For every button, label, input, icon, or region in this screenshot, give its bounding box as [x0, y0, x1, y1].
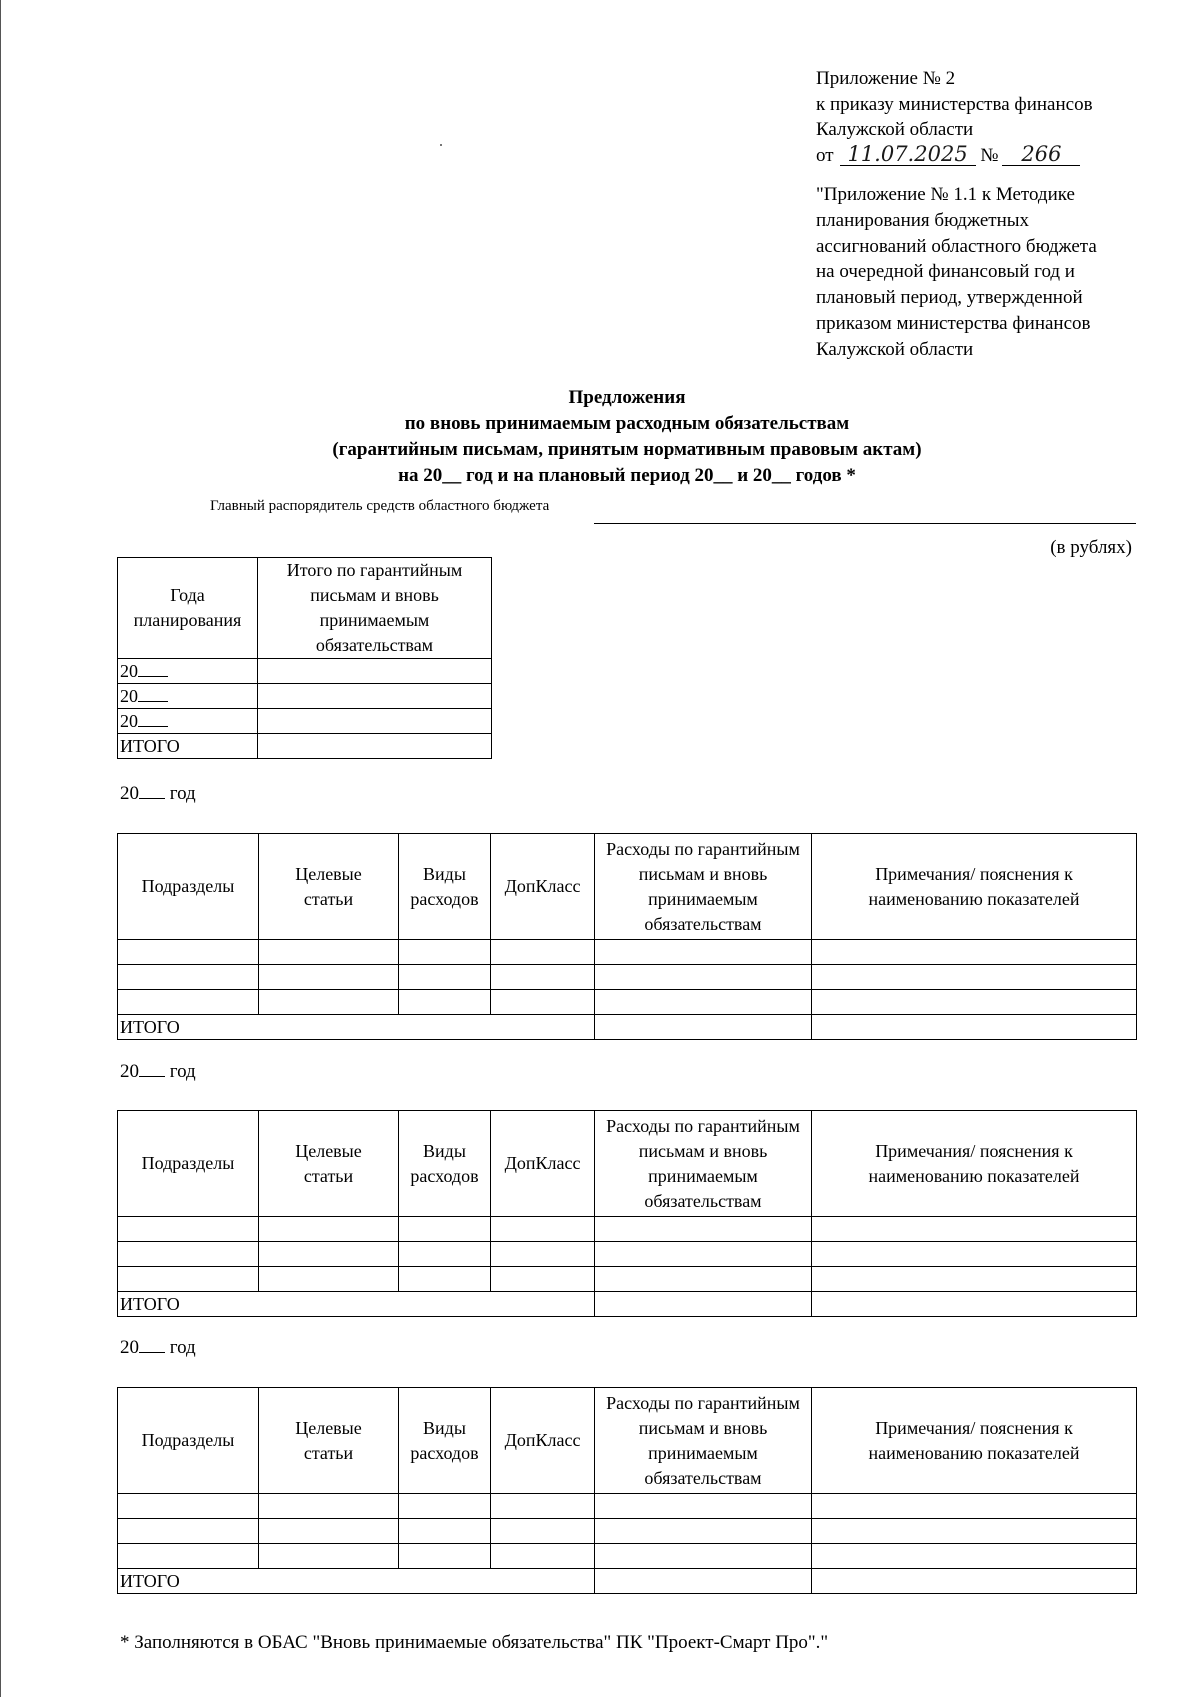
total-label: ИТОГО	[118, 1292, 595, 1317]
title-line: (гарантийным письмам, принятым нормативным правовым актам)	[332, 439, 922, 460]
header-dopklass: ДопКласс	[491, 834, 595, 940]
manager-fill-line	[594, 523, 1136, 524]
appendix-line: к приказу министерства финансов	[816, 93, 1093, 115]
title-line: по вновь принимаемым расходным обязательствам	[404, 413, 850, 434]
summary-header-cell: Года планирования	[118, 558, 258, 659]
header-subsections: Подразделы	[118, 1111, 259, 1217]
methodology-line: Калужской области	[816, 338, 974, 360]
amount-cell	[258, 659, 492, 684]
summary-header-row	[118, 558, 492, 659]
amount-cell	[258, 709, 492, 734]
date-prefix: от	[816, 144, 834, 166]
table-row	[118, 1544, 1137, 1569]
detail-header-row	[118, 1388, 1137, 1494]
table-row	[118, 709, 492, 734]
header-subsections: Подразделы	[118, 1388, 259, 1494]
manager-label: Главный распорядитель средств областного бюджета	[210, 498, 550, 514]
detail-header-row	[118, 834, 1137, 940]
header-expenses: Расходы по гарантийным письмам и вновь принимаемым обязательствам	[595, 1388, 812, 1494]
table-row	[118, 965, 1137, 990]
year-label: 20 год	[120, 1061, 196, 1082]
total-row	[118, 1569, 1137, 1594]
header-target-articles: Целевые статьи	[259, 834, 399, 940]
document-title	[0, 385, 1200, 489]
summary-table	[117, 557, 492, 759]
header-notes: Примечания/ пояснения к наименованию показателей	[812, 1111, 1137, 1217]
methodology-line: "Приложение № 1.1 к Методике	[816, 184, 1075, 205]
total-label: ИТОГО	[118, 1015, 595, 1040]
table-row	[118, 1217, 1137, 1242]
year-detail-table	[117, 1387, 1137, 1594]
total-row	[118, 734, 492, 759]
methodology-line: на очередной финансовый год и	[816, 261, 1075, 283]
year-cell: 20	[118, 709, 258, 734]
detail-header-row	[118, 1111, 1137, 1217]
year-cell: 20	[118, 684, 258, 709]
table-row	[118, 659, 492, 684]
amount-cell	[258, 734, 492, 759]
header-target-articles: Целевые статьи	[259, 1388, 399, 1494]
table-row	[118, 940, 1137, 965]
header-expense-types: Виды расходов	[399, 834, 491, 940]
units-label: (в рублях)	[1050, 537, 1132, 558]
table-row	[118, 1267, 1137, 1292]
methodology-line: приказом министерства финансов	[816, 312, 1091, 334]
header-dopklass: ДопКласс	[491, 1111, 595, 1217]
title-line: на 20__ год и на плановый период 20__ и 20__ годов *	[398, 465, 856, 486]
total-row	[118, 1015, 1137, 1040]
total-label: ИТОГО	[118, 1569, 595, 1594]
table-row	[118, 990, 1137, 1015]
page-left-edge	[0, 0, 1, 1697]
total-label: ИТОГО	[118, 734, 258, 759]
year-cell: 20	[118, 659, 258, 684]
table-row	[118, 1494, 1137, 1519]
total-row	[118, 1292, 1137, 1317]
methodology-line: планирования бюджетных	[816, 209, 1030, 231]
summary-header-cell: Итого по гарантийным письмам и вновь принимаемым обязательствам	[258, 558, 492, 659]
methodology-line: ассигнований областного бюджета	[816, 235, 1097, 257]
year-label: 20 год	[120, 783, 196, 804]
methodology-line: плановый период, утвержденной	[816, 287, 1083, 309]
year-detail-table	[117, 833, 1137, 1040]
header-dopklass: ДопКласс	[491, 1388, 595, 1494]
header-expense-types: Виды расходов	[399, 1111, 491, 1217]
amount-cell	[258, 684, 492, 709]
scan-speck	[440, 144, 442, 146]
footnote: * Заполняются в ОБАС "Вновь принимаемые обязательства" ПК "Проект-Смарт Про"."	[120, 1632, 829, 1653]
methodology-reference	[816, 182, 1146, 363]
appendix-block	[816, 66, 1146, 168]
year-detail-table	[117, 1110, 1137, 1317]
appendix-line: Приложение № 2	[816, 68, 956, 89]
appendix-date-line	[816, 143, 1146, 169]
header-expense-types: Виды расходов	[399, 1388, 491, 1494]
header-notes: Примечания/ пояснения к наименованию показателей	[812, 834, 1137, 940]
header-expenses: Расходы по гарантийным письмам и вновь принимаемым обязательствам	[595, 1111, 812, 1217]
header-notes: Примечания/ пояснения к наименованию показателей	[812, 1388, 1137, 1494]
table-row	[118, 1242, 1137, 1267]
number-sign: №	[980, 144, 999, 166]
table-row	[118, 684, 492, 709]
header-expenses: Расходы по гарантийным письмам и вновь принимаемым обязательствам	[595, 834, 812, 940]
header-subsections: Подразделы	[118, 834, 259, 940]
title-line: Предложения	[568, 387, 686, 408]
header-target-articles: Целевые статьи	[259, 1111, 399, 1217]
handwritten-date: 11.07.2025	[840, 143, 976, 166]
handwritten-number: 266	[1002, 143, 1080, 166]
year-label: 20 год	[120, 1337, 196, 1358]
table-row	[118, 1519, 1137, 1544]
appendix-line: Калужской области	[816, 119, 974, 140]
